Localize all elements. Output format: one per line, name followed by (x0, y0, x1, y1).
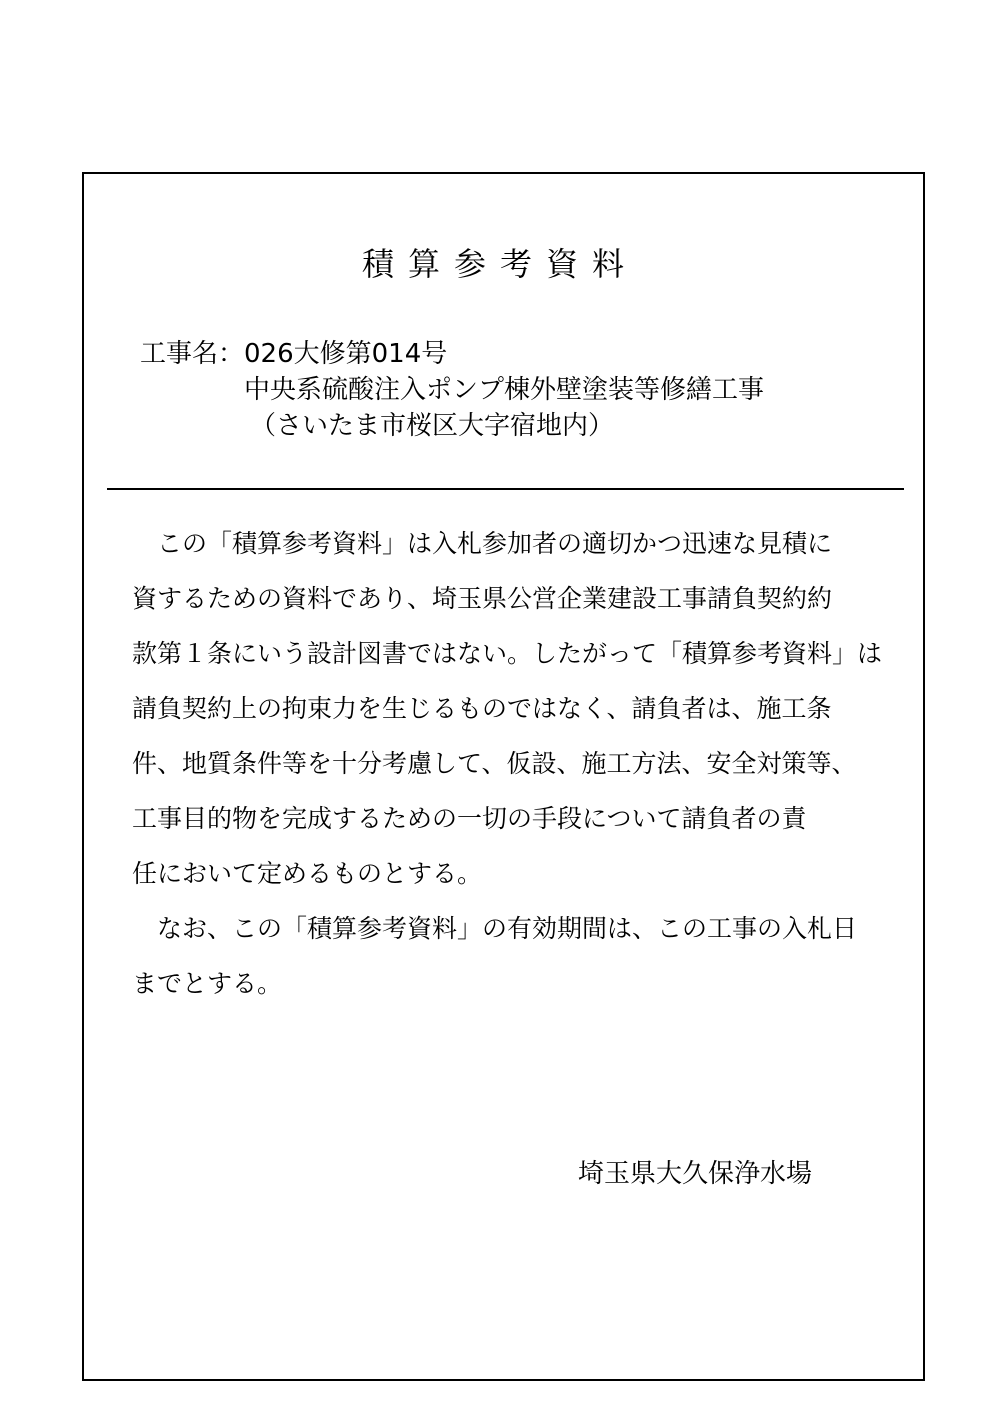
project-number: 工事名：026大修第014号 (140, 339, 448, 369)
project-info (140, 336, 764, 444)
notice-line: この「積算参考資料」は入札参加者の適切かつ迅速な見積に (132, 529, 833, 558)
notice-line: 件、地質条件等を十分考慮して、仮設、施工方法、安全対策等、 (132, 749, 857, 778)
notice-line: なお、この「積算参考資料」の有効期間は、この工事の入札日 (132, 914, 858, 943)
issuer-name: 埼玉県大久保浄水場 (578, 1159, 813, 1189)
notice-line: 資するための資料であり、埼玉県公営企業建設工事請負契約約 (132, 584, 833, 613)
project-name: 中央系硫酸注入ポンプ棟外壁塗装等修繕工事 (244, 375, 765, 405)
notice-line: 請負契約上の拘束力を生じるものではなく、請負者は、施工条 (132, 694, 832, 723)
notice-text (132, 516, 902, 1011)
section-divider (107, 488, 904, 490)
notice-line: 工事目的物を完成するための一切の手段について請負者の責 (132, 804, 807, 833)
notice-line: までとする。 (132, 969, 283, 998)
project-location: （さいたま市桜区大字宿地内） (250, 411, 615, 441)
notice-line: 款第１条にいう設計図書ではない。したがって「積算参考資料」は (132, 639, 883, 668)
notice-line: 任において定めるものとする。 (132, 859, 483, 888)
document-title: 積算参考資料 (361, 245, 638, 283)
